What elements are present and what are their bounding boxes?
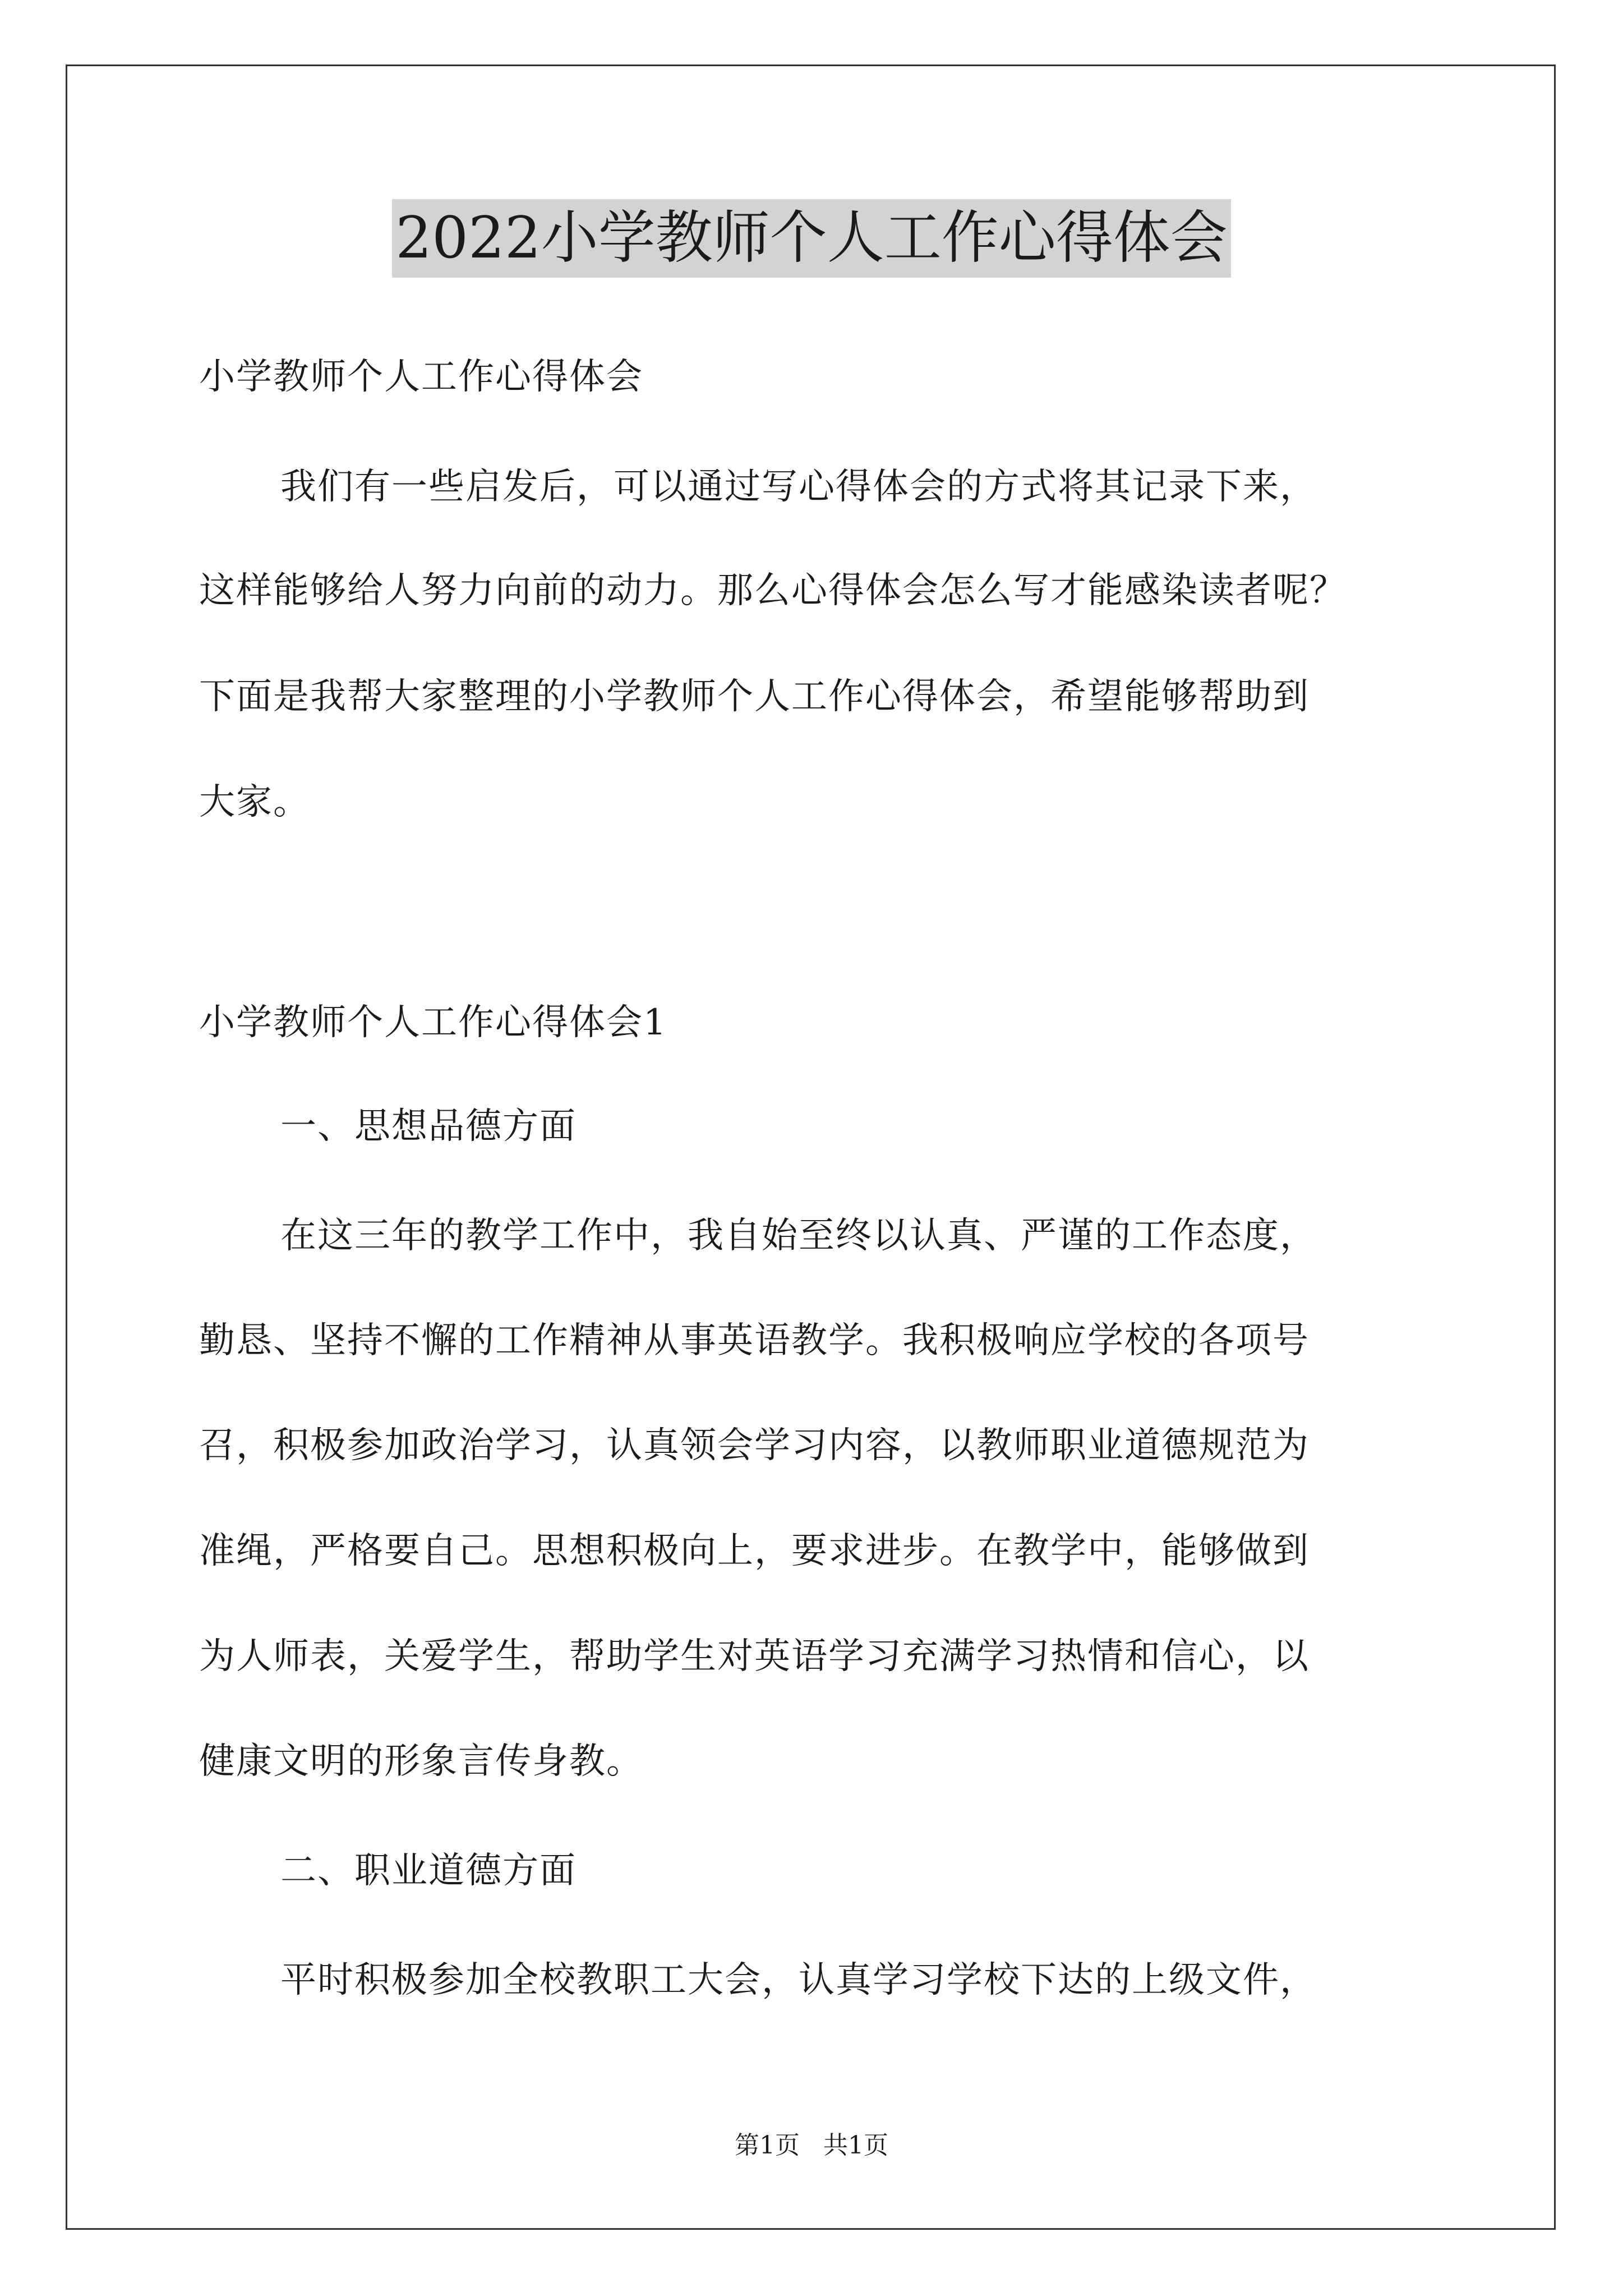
body-line: 平时积极参加全校教职工大会，认真学习学校下达的上级文件， <box>280 1959 1317 2001</box>
title-container <box>0 199 1623 278</box>
body-line: 为人师表，关爱学生，帮助学生对英语学习充满学习热情和信心，以 <box>199 1636 1310 1677</box>
body-line: 勤恳、坚持不懈的工作精神从事英语教学。我积极响应学校的各项号 <box>199 1320 1310 1361</box>
body-line: 健康文明的形象言传身教。 <box>199 1741 643 1782</box>
document-subtitle: 小学教师个人工作心得体会 <box>199 356 643 398</box>
intro-line: 我们有一些启发后，可以通过写心得体会的方式将其记录下来， <box>280 466 1317 508</box>
document-title: 2022小学教师个人工作心得体会 <box>392 199 1231 278</box>
intro-line: 下面是我帮大家整理的小学教师个人工作心得体会，希望能够帮助到 <box>199 676 1310 717</box>
intro-line: 这样能够给人努力向前的动力。那么心得体会怎么写才能感染读者呢？ <box>199 570 1347 611</box>
intro-line: 大家。 <box>199 781 310 823</box>
part-heading: 一、思想品德方面 <box>280 1106 577 1147</box>
section-heading: 小学教师个人工作心得体会1 <box>199 1002 667 1043</box>
body-line: 在这三年的教学工作中，我自始至终以认真、严谨的工作态度， <box>280 1215 1317 1257</box>
part-heading: 二、职业道德方面 <box>280 1850 577 1892</box>
body-line: 召，积极参加政治学习，认真领会学习内容，以教师职业道德规范为 <box>199 1425 1310 1466</box>
page-footer: 第1页 共1页 <box>735 2131 888 2160</box>
body-line: 准绳，严格要自己。思想积极向上，要求进步。在教学中，能够做到 <box>199 1530 1310 1572</box>
